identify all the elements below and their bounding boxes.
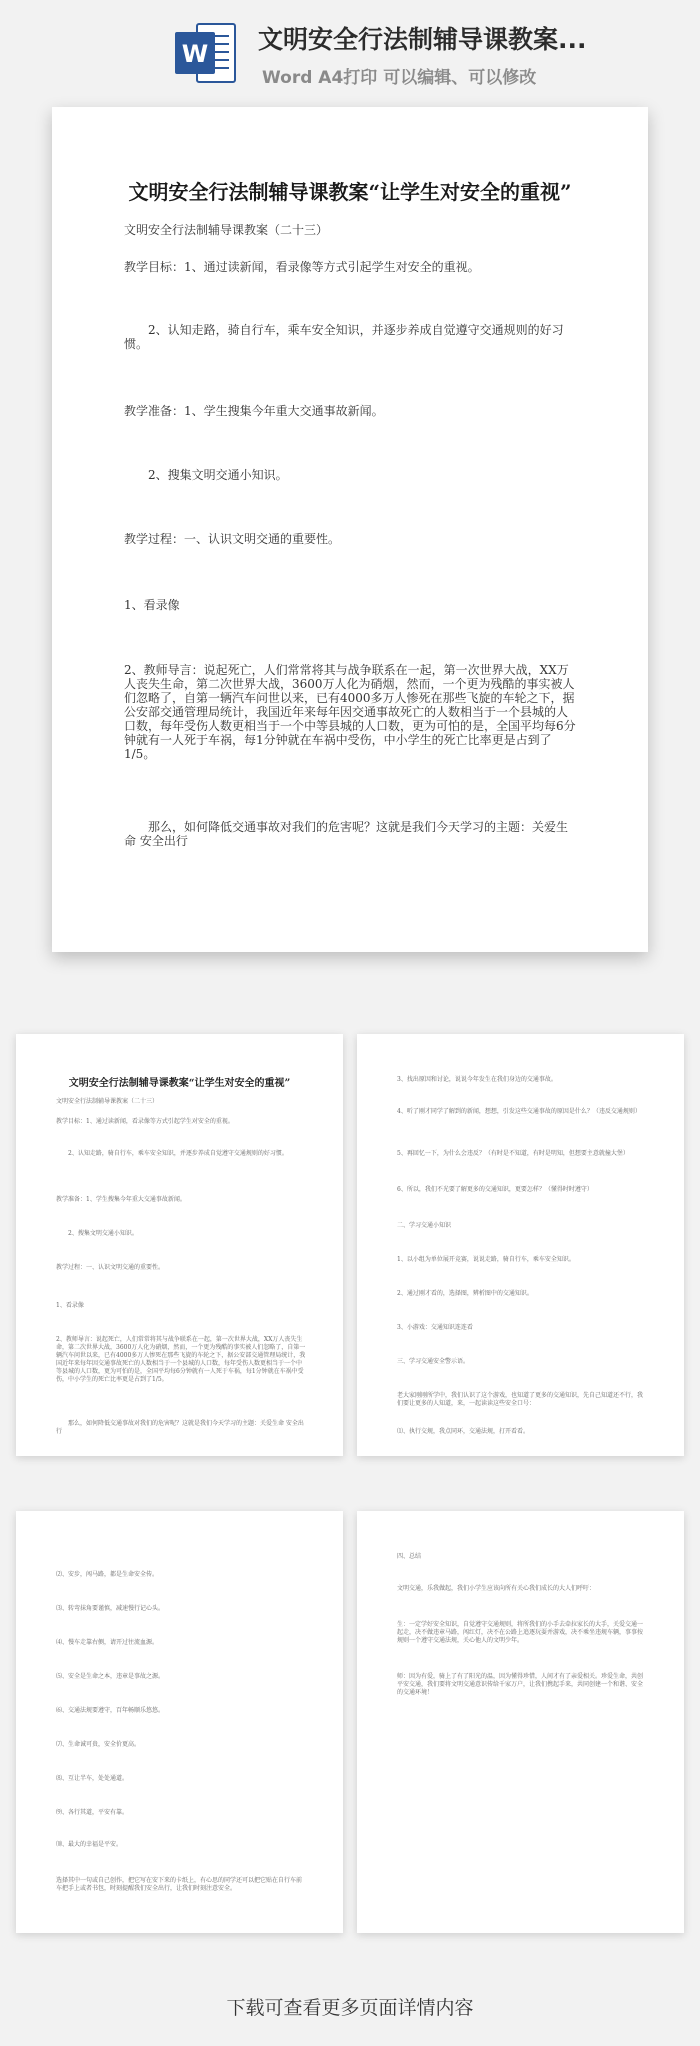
word-document-icon — [173, 20, 239, 86]
doc-paragraph: 教学准备：1、学生搜集今年重大交通事故新闻。 — [124, 404, 384, 418]
thumb-paragraph: ⑴、执行交规，我点同环，交通法规，打开看看。 — [397, 1428, 530, 1435]
thumb-paragraph: 4、听了刚才同学了解到的新闻，想想，引发这些交通事故的原因是什么？（违反交通规则） — [397, 1108, 641, 1115]
doc-paragraph: 2、搜集文明交通小知识。 — [148, 468, 288, 482]
thumb-paragraph: 5、再回忆一下，为什么会违反？（有时是不知道，有时是明知，但想要主意就撞大堡） — [397, 1150, 629, 1157]
document-banner — [0, 0, 700, 100]
thumb-paragraph: 2、认知走路，骑自行车，乘车安全知识，并逐步养成自觉遵守交通规则的好习惯。 — [68, 1150, 288, 1157]
thumb-paragraph: 文明安全行法制辅导课教案（二十三） — [56, 1098, 159, 1105]
thumb-paragraph: 2、通过刚才看的，选择图，辨析图中的交通知识。 — [397, 1290, 533, 1297]
thumb-paragraph: 1、看录像 — [56, 1302, 84, 1309]
thumb-paragraph: 教学目标：1、通过读新闻，看录像等方式引起学生对安全的重视。 — [56, 1118, 234, 1125]
page-thumbnail-2 — [357, 1034, 684, 1456]
document-title: 文明安全行法制辅导课教案“让学生对安全的重视” — [128, 180, 572, 204]
thumb-paragraph: ⑵、安步，闯马路，都是生命安全传。 — [56, 1571, 159, 1578]
thumb-paragraph: ⑺、生命诚可贵，安全价更高。 — [56, 1741, 141, 1748]
banner-title: 文明安全行法制辅导课教案... — [258, 25, 587, 54]
thumb-paragraph: ⑷、慢车走靠右侧，请开过往流血源。 — [56, 1639, 159, 1646]
doc-paragraph: 教学过程：一、认识文明交通的重要性。 — [124, 532, 341, 546]
doc-paragraph: 那么，如何降低交通事故对我们的危害呢？这就是我们今天学习的主题：关爱生命 安全出行 — [124, 820, 569, 848]
page-thumbnail-1 — [16, 1034, 343, 1456]
thumb-paragraph: 二、学习交通小知识 — [397, 1222, 452, 1229]
thumb-paragraph: 老大家刚刚所学中，我们认识了这个游戏，也知道了更多的交通知识，先自己知道还不行，我们要让更多的人知道，来，一起读读这些安全口号： — [397, 1392, 644, 1407]
thumbnail-title: 文明安全行法制辅导课教案“让学生对安全的重视” — [68, 1078, 291, 1089]
doc-paragraph: 1、看录像 — [124, 598, 180, 612]
doc-paragraph: 教学目标：1、通过读新闻，看录像等方式引起学生对安全的重视。 — [124, 260, 480, 274]
thumb-paragraph: ⑽、最大的幸福是平安。 — [56, 1841, 123, 1848]
thumb-paragraph: 四、总结 — [397, 1553, 422, 1560]
thumb-paragraph: 3、小游戏：交通知识连连看 — [397, 1324, 473, 1331]
download-more-link[interactable]: 下载可查看更多页面详情内容 — [226, 1997, 474, 2019]
thumb-paragraph: 生：一定学好安全知识，自觉遵守交通规则，将所我们的小手去牵拉家长的大手，关爱交通一起走，决不做违章马路，闯红灯，决不在公路上追逐玩耍并游戏，决不乘坐违规车辆，事事按规则一个遵守交通法规，关心他人的文明少年。 — [397, 1621, 644, 1644]
thumb-paragraph: 1、以小组为单位展开竞赛，说说走路，骑自行车，乘车安全知识。 — [397, 1256, 575, 1263]
thumb-paragraph: 那么，如何降低交通事故对我们的危害呢？这就是我们今天学习的主题：关爱生命 安全出行 — [56, 1420, 304, 1435]
thumb-paragraph: ⑹、交通法规要遵守，百年畅顺乐悠悠。 — [56, 1707, 165, 1714]
thumb-paragraph: 三、学习交通安全警示语。 — [397, 1358, 470, 1365]
thumb-paragraph: 选择其中一句或自己创作，把它写在安下来的卡纸上，有心思的同学还可以把它贴在自行车前车把手上或者书包，时刻提醒我们安全出行，让我们时刻注意安全。 — [56, 1877, 303, 1892]
main-page-preview — [52, 107, 648, 952]
thumb-paragraph: 文明交通，乐我做起，我们小学生应该向所有关心我们成长的大人们呼吁： — [397, 1585, 596, 1592]
page-thumbnail-3 — [16, 1511, 343, 1933]
word-icon-letter: W — [181, 40, 209, 68]
doc-paragraph: 文明安全行法制辅导课教案（二十三） — [124, 223, 329, 237]
doc-paragraph: 2、认知走路，骑自行车，乘车安全知识，并逐步养成自觉遵守交通规则的好习惯。 — [124, 323, 564, 351]
thumb-paragraph: 师：因为有爱，骑上了有了阳光的温，因为懂得珍惜，人间才有了亲爱相关。珍爱生命，共创平安交通，我们要将文明交通意识传给千家万户，让我们携起手来，共同创建一个和谐、安全的交通环境！ — [397, 1673, 644, 1696]
page-thumbnail-4 — [357, 1511, 684, 1933]
thumb-paragraph: 教学过程：一、认识文明交通的重要性。 — [56, 1264, 165, 1271]
thumb-paragraph: ⑼、各行其道，平安有靠。 — [56, 1809, 129, 1816]
thumb-paragraph: ⑸、安全是生命之本，违章是事故之源。 — [56, 1673, 165, 1680]
thumb-paragraph: 2、教师导言：说起死亡，人们常常将其与战争联系在一起，第一次世界大战，XX万人丧失生命，第二次世界大战，3600万人化为硝烟，然而，一个更为残酷的事实被人们忽略了，自第一辆汽车问世以来，已有4000多万人惨死在那些飞旋的车轮之下，据公安部交通管理局统计，我国近年来每年因交通事故死亡的人数相当于一个县城的人口数，每年受伤人数更相当于一个中等县城的人口数，更为可怕的是，全国平均每6分钟就有一人死于车祸，每1分钟就在车祸中受伤，中小学生的死亡比率更是占到了1/5。 — [56, 1336, 306, 1383]
thumb-paragraph: ⑻、互让半车，处处通道。 — [56, 1775, 129, 1782]
thumb-paragraph: 2、搜集文明交通小知识。 — [68, 1230, 138, 1237]
doc-paragraph: 2、教师导言：说起死亡，人们常常将其与战争联系在一起，第一次世界大战，XX万人丧失生命，第二次世界大战，3600万人化为硝烟，然而，一个更为残酷的事实被人们忽略了，自第一辆汽车问世以来，已有4000多万人惨死在那些飞旋的车轮之下，据公安部交通管理局统计，我国近年来每年因交通事故死亡的人数相当于一个县城的人口数，每年受伤人数更相当于一个中等县城的人口数，更为可怕的是，全国平均每6分钟就有一人死于车祸，每1分钟就在车祸中受伤，中小学生的死亡比率更是占到了1/5。 — [124, 663, 576, 761]
thumb-paragraph: 3、找出原因和讨论，说说今年发生在我们身边的交通事故。 — [397, 1076, 557, 1083]
thumb-paragraph: ⑶、转弯抹角要谨慎，减速慢行记心头。 — [56, 1605, 165, 1612]
thumb-paragraph: 6、所以，我们不光要了解更多的交通知识，更要怎样？（懂得时时遵守） — [397, 1186, 593, 1193]
banner-subtitle: Word A4打印 可以编辑、可以修改 — [262, 68, 537, 88]
thumb-paragraph: 教学准备：1、学生搜集今年重大交通事故新闻。 — [56, 1196, 186, 1203]
